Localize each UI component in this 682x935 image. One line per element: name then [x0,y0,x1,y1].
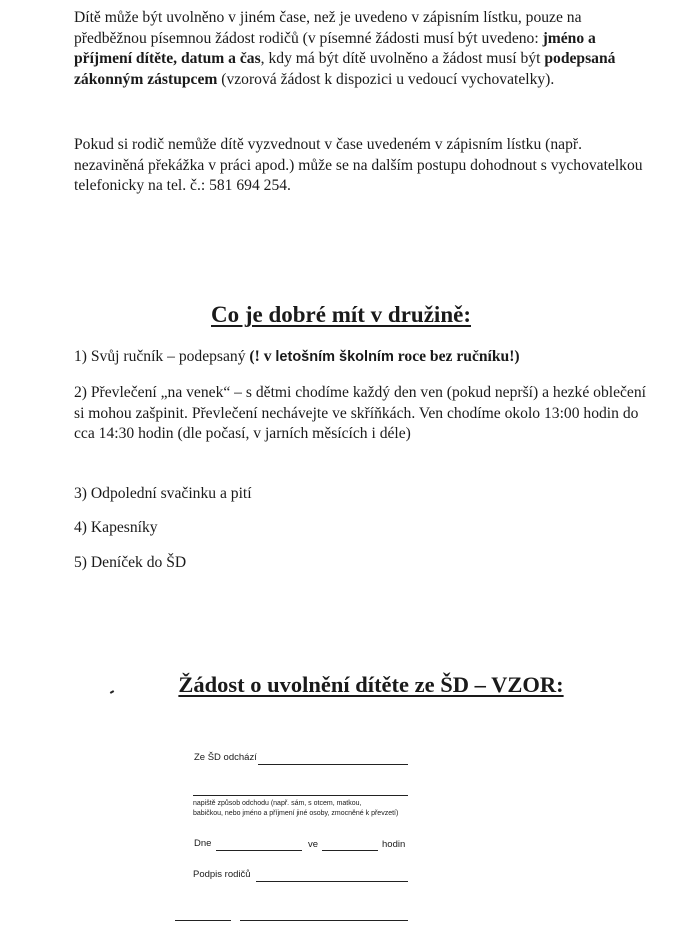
intro-paragraph-2 [74,135,654,197]
item5-text: 5) Deníček do ŠD [74,554,187,571]
list-item-4 [74,518,654,539]
form-label-leaves-from: Ze ŠD odchází [194,752,257,763]
form-line-bottom-right [240,920,408,921]
intro-text-p2: Pokud si rodič nemůže dítě vyzvednout v čase uvedeném v zápisním lístku (např. nezaviněná překážka v práci apod.) může se na dalším postupu dohodnout s vychovatelkou telefonicky na tel. č.: 581 694 254. [74,136,643,195]
form-note-line-2: babičkou, nebo jméno a příjmení jiné osoby, zmocněné k převzetí) [193,810,399,817]
form-note-line-1: napiště způsob odchodu (např. sám, s otcem, matkou, [193,800,362,807]
form-line-date [216,850,302,851]
form-label-parent-signature: Podpis rodičů [193,869,251,880]
item3-text: 3) Odpolední svačinku a pití [74,485,252,502]
form-line-leaves-from [258,764,408,765]
list-item-5 [74,553,654,574]
form-label-date: Dne [194,838,212,849]
list-item-2 [74,383,654,445]
form-label-at: ve [308,839,319,850]
section-heading-release-request: Žádost o uvolnění dítěte ze ŠD – VZOR: [178,672,564,697]
form-line-parent-signature [256,881,408,882]
form-line-time [322,850,378,851]
form-label-hours: hodin [382,839,406,850]
intro-bold-signed: podepsaná zákonným zástupcem [74,50,616,89]
list-item-3 [74,484,654,505]
section-heading-what-to-bring: Co je dobré mít v družině: [211,302,471,327]
intro-text-d: (vzorová žádost k dispozici u vedoucí vychovatelky). [217,71,555,89]
form-note-departure-method [193,799,433,819]
item1-text: 1) Svůj ručník – podepsaný [74,348,250,365]
list-item-1 [74,347,654,368]
intro-paragraph-1 [74,8,654,91]
item2-text: 2) Převlečení „na venek“ – s dětmi chodíme každý den ven (pokud neprší) a hezké oblečení si mohou zašpinit. Převlečení nechávejte ve skříňkách. Ven chodíme okolo 13:00 hodin do cca 14:30 hodin (dle počasí, v jarních měsících i déle) [74,384,646,443]
intro-text-a: Dítě může být uvolněno v jiném čase, než je uvedeno v zápisním lístku, pouze na předběžnou písemnou žádost rodičů (v písemné žádosti musí být uvedeno: [74,9,582,47]
form-line-bottom-left [175,920,231,921]
item1-bold-c: roce bez ručníku!) [393,348,520,365]
intro-bold-name-date: jméno a příjmení dítěte, datum a čas [74,29,596,68]
item1-bold-b: letošním školním [275,349,394,365]
form-line-departure-method [193,795,408,796]
intro-text-c: , kdy má být dítě uvolněno a žádost musí být [260,50,545,68]
item1-bold-a: (! v [249,348,276,365]
item4-text: 4) Kapesníky [74,519,158,536]
